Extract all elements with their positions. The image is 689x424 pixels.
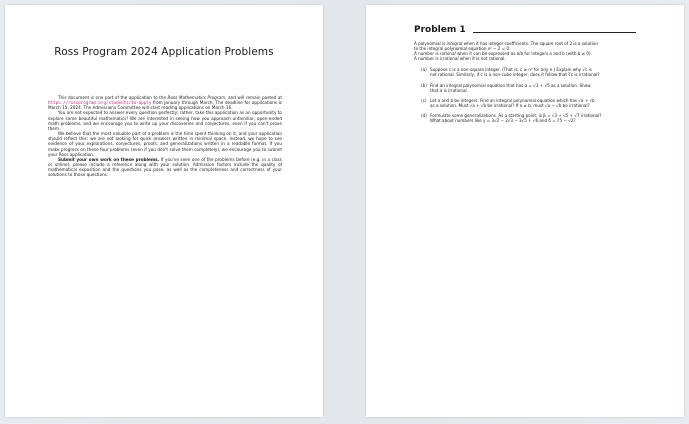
part-line: Suppose c is a non-square integer. (That is, c ≠ n² for any n.) Explain why √c is	[430, 67, 592, 73]
intro-text	[48, 95, 282, 178]
part-text	[430, 113, 638, 123]
intro-paragraph-2: You are not expected to answer every question perfectly; rather, take this application as an opportunity to explore some beautiful mathematics! We are interested in seeing how you approach unfamiliar, open-ended math problems, and we encourage you to write up your discoveries and conjectures, even if you can't prove them.	[48, 110, 282, 131]
part-line: What about numbers like γ = 3√2 − 2√3 − 3√5 + √6 and δ = ∛5 − √2?	[430, 118, 576, 124]
page-1	[5, 5, 323, 417]
part-label: (c)	[421, 97, 427, 103]
part-line: not rational. Similarly, if c is a non-cube integer, does it follow that ∛c is irrational?	[430, 72, 600, 78]
p4-text: If you've seen one of the problems before (e.g. in a class or online), please include a reference along with your solution. Admission factors include the quality of mathematical exposition and the questions you pose, as well as the completeness and correctness of your solutions to those questions.	[48, 156, 282, 178]
part-line: that α is irrational.	[430, 87, 468, 93]
part-b	[421, 83, 638, 93]
part-a	[421, 67, 638, 77]
def2-a: A number is	[414, 51, 440, 57]
def1-b: when it has integer coefficients. The square root of 2 is a solution	[462, 41, 598, 46]
part-c	[421, 98, 638, 108]
def3-b: when it is not rational.	[458, 56, 506, 62]
part-text	[430, 83, 638, 93]
definition-irrational	[414, 56, 638, 61]
part-d	[421, 113, 638, 123]
heading-rule	[473, 32, 636, 33]
term-rational: rational	[439, 51, 456, 57]
p1-text-a: This document is one part of the application to the	[58, 95, 168, 100]
problem-heading	[414, 23, 636, 35]
program-name: Ross Mathematics Program	[167, 95, 226, 100]
document-title: Ross Program 2024 Application Problems	[54, 46, 274, 58]
intro-paragraph-1	[48, 95, 282, 110]
term-irrational: irrational	[439, 56, 459, 62]
part-text	[430, 98, 638, 108]
intro-paragraph-4	[48, 157, 282, 178]
part-line: Formulate some generalizations. As a starting point, is β = √3 + √5 + √7 irrational?	[430, 112, 602, 118]
problem-body	[414, 41, 638, 128]
definitions	[414, 41, 638, 61]
page-2	[366, 5, 684, 417]
part-label: (a)	[421, 67, 427, 73]
def3-a: A number is	[414, 56, 440, 62]
intro-paragraph-3: We believe that the most valuable part of a problem is the time spent thinking on it, and your application should reflect this: we are not looking for quick answers written in minimal space. Instead, we hope to see evidence of your explorations, conjectures, proofs, and generalizations written in a readable format. If you make progress on these four problems (even if you don't solve them completely), we encourage you to submit your Ross application.	[48, 131, 282, 157]
apply-link[interactable]: https://rossprogram.org/students/to-apply	[48, 100, 152, 106]
part-text	[430, 67, 638, 77]
problem-title: Problem 1	[414, 25, 466, 35]
problem-parts	[414, 67, 638, 123]
part-line: as a solution. Must √a + √b be irrational? If a ≠ b, must √a − √b be irrational?	[430, 102, 590, 108]
part-label: (b)	[421, 82, 427, 88]
def2-b: when it can be expressed as a/b for integers a and b (with b ≠ 0).	[455, 51, 592, 57]
definition-integral-cont: to the integral polynomial equation x² − 2 = 0.	[414, 46, 511, 52]
part-line: Let a and b be integers. Find an integral polynomial equation which has √a + √b	[430, 97, 595, 103]
part-label: (d)	[421, 112, 427, 118]
term-integral: integral	[446, 41, 463, 46]
part-line: Find an integral polynomial equation that has α = √3 + √5 as a solution. Show	[430, 82, 591, 88]
p1-text-b: , and will remain posted at	[225, 95, 282, 100]
submit-own-work-emphasis: Submit your own work on these problems.	[58, 156, 160, 162]
def1-a: A polynomial is	[414, 41, 447, 46]
p1-text-c: from January through March. The deadline for applications is March 15, 2024. The Admissions Committee will start reading applications on March 16.	[48, 100, 282, 111]
